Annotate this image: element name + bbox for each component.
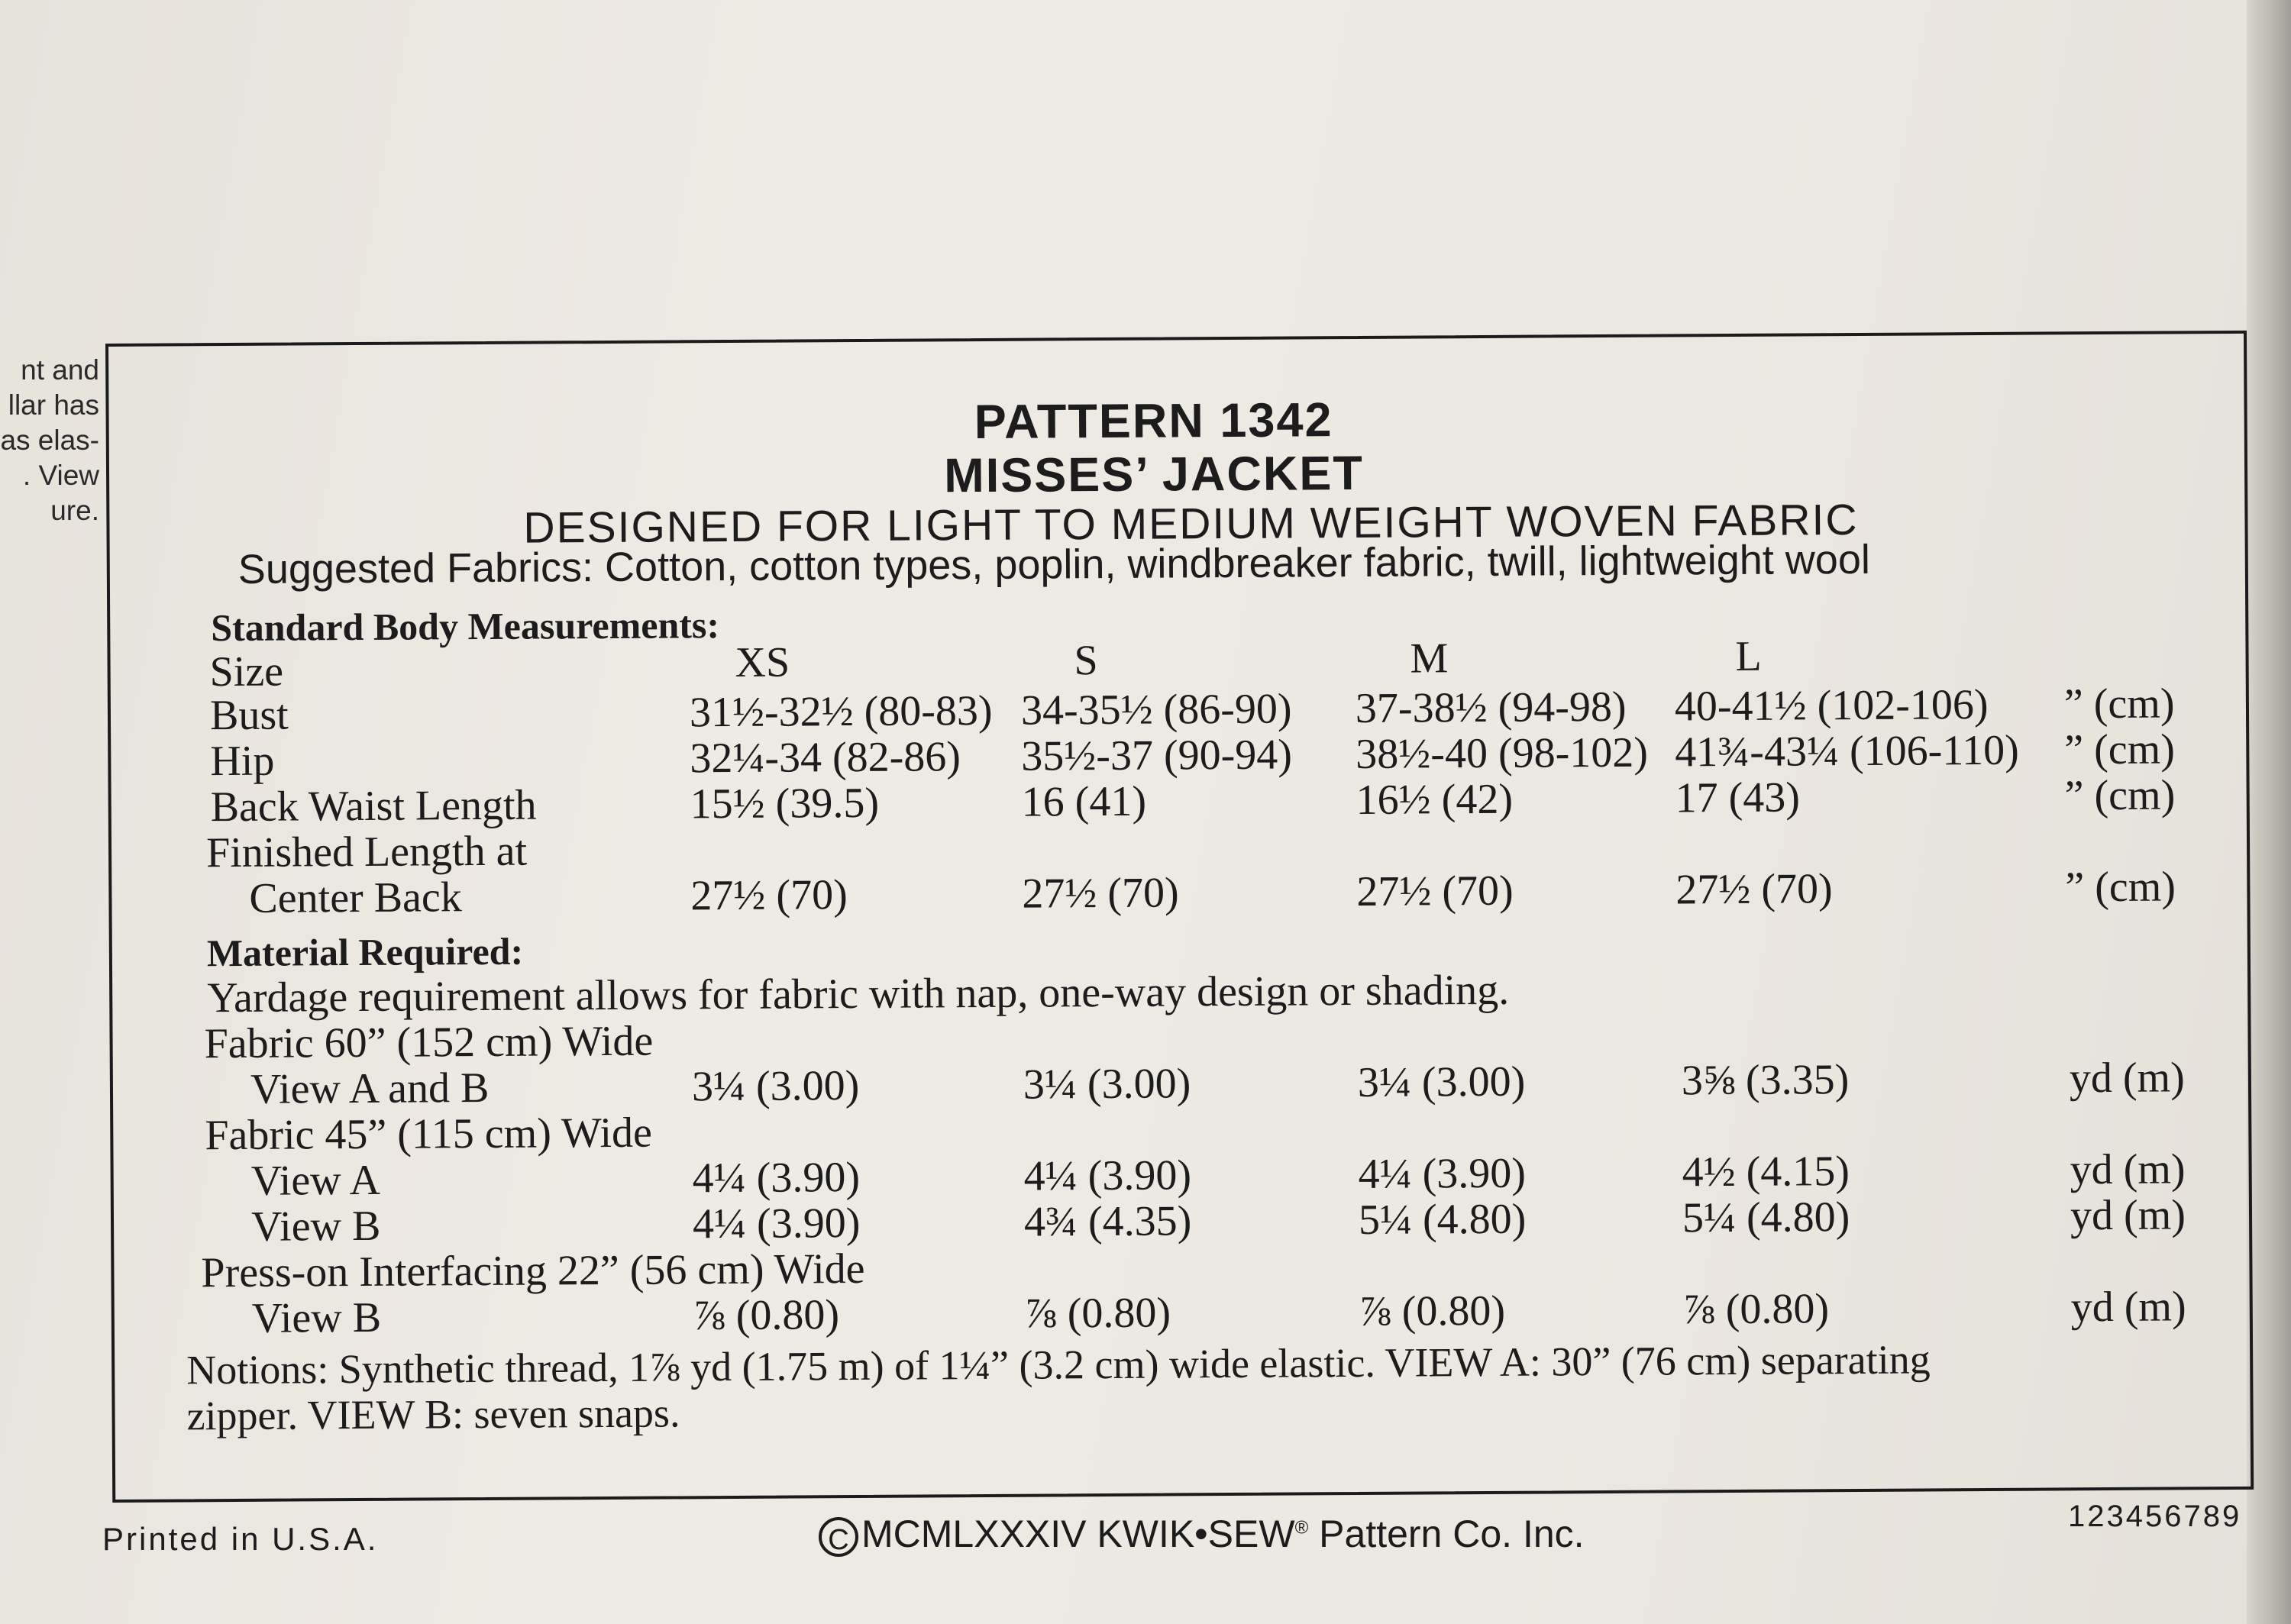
registered-mark: ® [1294, 1517, 1309, 1538]
cell-bust-xs: 31½-32½ (80-83) [689, 686, 993, 737]
copyright-line [819, 1512, 1585, 1557]
cell-f45-b-m: 5¼ (4.80) [1358, 1195, 1527, 1244]
cell-back-waist-xs: 15½ (39.5) [690, 779, 880, 828]
footer [0, 1500, 2291, 1573]
row-label-finished-length: Finished Length at [205, 827, 528, 877]
row-label-center-back: Center Back [249, 873, 462, 922]
cell-hip-l: 41¾-43¼ (106-110) [1675, 726, 2020, 776]
notions-line-1: Notions: Synthetic thread, 1⅞ yd (1.75 m) of 1¼” (3.2 cm) wide elastic. VIEW A: 30” (76 cm) separating [186, 1336, 1931, 1393]
row-label-back-waist: Back Waist Length [210, 781, 537, 831]
fabric45-label: Fabric 45” (115 cm) Wide [205, 1109, 653, 1160]
row-label-view-b: View B [250, 1202, 381, 1251]
size-xs: XS [735, 638, 790, 686]
company-name: Pattern Co. Inc. [1308, 1513, 1585, 1555]
cell-bust-m: 37-38½ (94-98) [1355, 683, 1627, 733]
cell-bust-l: 40-41½ (102-106) [1674, 680, 1989, 731]
printed-in: Printed in U.S.A. [102, 1521, 379, 1557]
unit-finished: ” (cm) [2065, 863, 2176, 912]
cell-finished-l: 27½ (70) [1675, 865, 1833, 914]
size-m: M [1410, 634, 1449, 683]
cell-int-b-l: ⅞ (0.80) [1682, 1285, 1830, 1334]
cell-finished-xs: 27½ (70) [690, 871, 848, 920]
interfacing-label: Press-on Interfacing 22” (56 cm) Wide [201, 1245, 865, 1297]
cell-hip-m: 38½-40 (98-102) [1356, 728, 1649, 779]
unit-hip: ” (cm) [2064, 725, 2176, 774]
row-label-hip: Hip [210, 737, 275, 786]
unit-int-b: yd (m) [2070, 1283, 2186, 1332]
unit-back-waist: ” (cm) [2064, 771, 2176, 820]
size-s: S [1074, 637, 1098, 685]
unit-bust: ” (cm) [2063, 680, 2175, 728]
notions-line-2: zipper. VIEW B: seven snaps. [186, 1390, 680, 1439]
measurements-heading: Standard Body Measurements: [211, 603, 720, 650]
pattern-name: MISSES’ JACKET [944, 446, 1365, 503]
cell-f60-ab-xs: 3¼ (3.00) [691, 1061, 860, 1111]
cell-f60-ab-m: 3¼ (3.00) [1357, 1057, 1526, 1106]
cell-f60-ab-s: 3¼ (3.00) [1023, 1060, 1191, 1109]
cell-f45-a-s: 4¼ (3.90) [1023, 1151, 1192, 1200]
suggested-fabrics: Suggested Fabrics: Cotton, cotton types, poplin, windbreaker fabric, twill, lightweight wool [238, 536, 1871, 592]
designed-for: DESIGNED FOR LIGHT TO MEDIUM WEIGHT WOVEN FABRIC [523, 495, 1859, 553]
row-label-view-a-and-b: View A and B [250, 1064, 490, 1113]
side-text-line: ure. [50, 495, 99, 526]
pattern-number: PATTERN 1342 [974, 393, 1333, 450]
cell-bust-s: 34-35½ (86-90) [1020, 685, 1292, 735]
size-label: Size [209, 647, 284, 696]
material-heading: Material Required: [206, 929, 524, 975]
cell-hip-s: 35½-37 (90-94) [1021, 731, 1293, 780]
print-run-numbers: 123456789 [2068, 1500, 2242, 1533]
cell-f45-b-xs: 4¼ (3.90) [692, 1199, 861, 1248]
cell-back-waist-m: 16½ (42) [1356, 775, 1514, 825]
cell-back-waist-s: 16 (41) [1021, 777, 1147, 826]
row-label-bust: Bust [209, 691, 289, 740]
cell-f60-ab-l: 3⅝ (3.35) [1681, 1056, 1850, 1105]
cell-hip-xs: 32¼-34 (82-86) [690, 733, 961, 783]
unit-f60-ab: yd (m) [2069, 1054, 2185, 1103]
cell-int-b-s: ⅞ (0.80) [1024, 1289, 1171, 1338]
cell-f45-b-l: 5¼ (4.80) [1682, 1193, 1850, 1242]
copyright-icon: C [819, 1517, 858, 1557]
cell-finished-m: 27½ (70) [1356, 867, 1514, 916]
copyright-text: MCMLXXXIV KWIK•SEW [861, 1513, 1295, 1555]
unit-f45-a: yd (m) [2070, 1145, 2186, 1194]
side-text-line: nt and [21, 354, 99, 386]
side-text-line: . View [22, 460, 99, 491]
row-label-view-a: View A [250, 1156, 381, 1205]
cell-finished-s: 27½ (70) [1022, 869, 1179, 918]
row-label-interfacing-view-b: View B [251, 1293, 382, 1342]
fabric60-label: Fabric 60” (152 cm) Wide [204, 1017, 654, 1068]
cell-int-b-xs: ⅞ (0.80) [693, 1291, 840, 1340]
cell-f45-a-l: 4½ (4.15) [1682, 1148, 1850, 1196]
side-text-fragment [0, 353, 99, 528]
cell-f45-a-xs: 4¼ (3.90) [692, 1153, 861, 1203]
side-text-line: as elas- [0, 425, 99, 456]
cell-int-b-m: ⅞ (0.80) [1359, 1287, 1506, 1335]
cell-f45-a-m: 4¼ (3.90) [1358, 1149, 1527, 1198]
pattern-info-box [105, 331, 2254, 1503]
yardage-note: Yardage requirement allows for fabric with nap, one-way design or shading. [207, 966, 1510, 1022]
cell-f45-b-s: 4¾ (4.35) [1023, 1197, 1192, 1246]
envelope-edge [2247, 0, 2291, 1624]
side-text-line: llar has [8, 389, 99, 421]
size-l: L [1735, 632, 1762, 680]
cell-back-waist-l: 17 (43) [1675, 773, 1801, 822]
unit-f45-b: yd (m) [2070, 1191, 2186, 1240]
